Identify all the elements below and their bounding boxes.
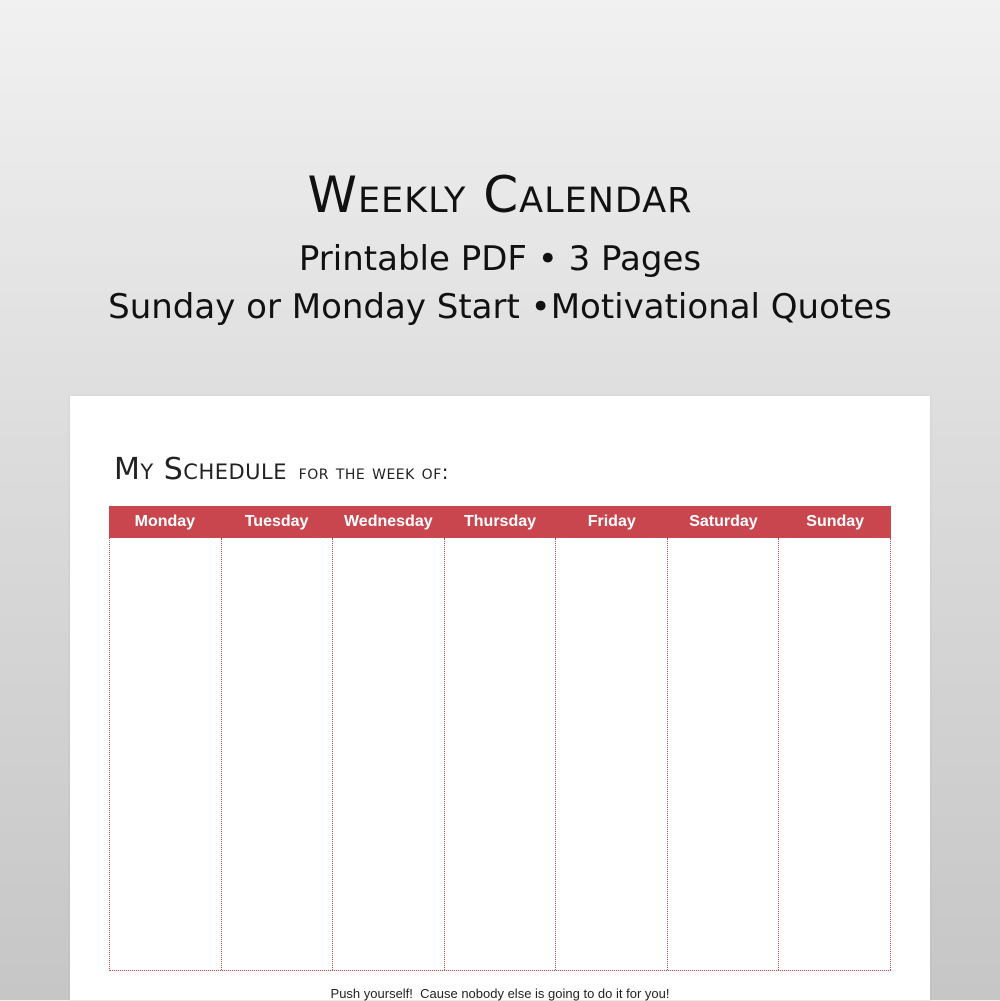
day-column-friday	[556, 538, 668, 970]
schedule-title-suffix: for the week of:	[298, 460, 449, 484]
day-column-tuesday	[222, 538, 334, 970]
product-title: Weekly Calendar	[307, 166, 693, 224]
day-column-monday	[110, 538, 222, 970]
day-header-sunday: Sunday	[806, 513, 865, 530]
motivational-quote: Push yourself! Cause nobody else is going to do it for you!	[330, 986, 670, 1001]
day-column-saturday	[668, 538, 780, 970]
day-header-saturday: Saturday	[689, 513, 758, 530]
schedule-title	[114, 452, 449, 487]
calendar-sheet-preview	[70, 396, 930, 1000]
product-subtitle-line-1: Printable PDF • 3 Pages	[298, 239, 702, 279]
day-header-wednesday: Wednesday	[343, 513, 433, 530]
day-columns	[109, 538, 891, 971]
day-column-wednesday	[333, 538, 445, 970]
weekly-calendar-grid	[109, 506, 891, 971]
schedule-title-main: My Schedule	[114, 452, 288, 487]
day-header-thursday: Thursday	[464, 513, 537, 530]
day-header-monday: Monday	[134, 513, 196, 530]
product-subtitle-line-2: Sunday or Monday Start •Motivational Quotes	[108, 287, 892, 327]
day-column-thursday	[445, 538, 557, 970]
day-header-tuesday: Tuesday	[244, 513, 309, 530]
day-column-sunday	[779, 538, 891, 970]
day-header-row	[109, 506, 891, 538]
day-header-friday: Friday	[587, 513, 636, 530]
